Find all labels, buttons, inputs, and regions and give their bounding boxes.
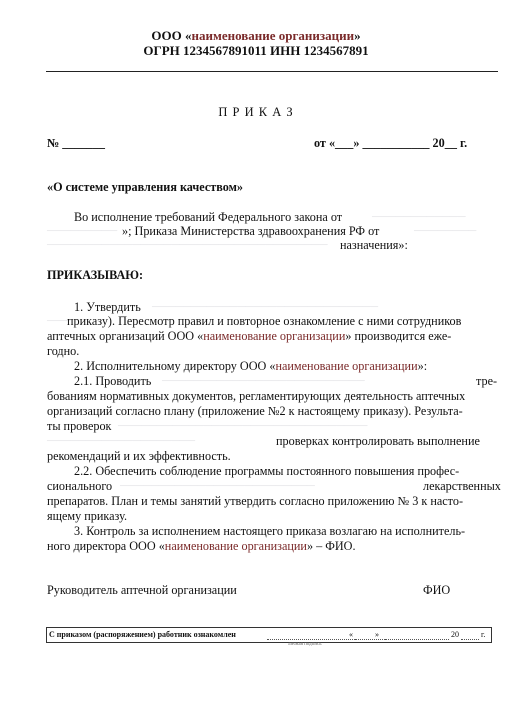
item-2-1-line-3: организаций согласно плану (приложение №2 к настоящему приказу). Результа- (47, 404, 463, 418)
ogrn-inn: ОГРН 1234567891011 ИНН 1234567891 (143, 43, 369, 58)
item-3-line-2: ного директора ООО «наименование организации» – ФИО. (47, 539, 356, 553)
item-2-1-start: 2.1. Проводить (74, 374, 152, 388)
item-1-line-4: годно. (47, 344, 80, 358)
faded-text: ──────────────────────────────── (118, 420, 368, 432)
order-number: № _______ (47, 136, 105, 150)
year-suffix: г. (481, 630, 486, 639)
faded-text: ───────── (47, 225, 118, 237)
item-2-1-line-4: ты проверок (47, 419, 112, 433)
org-header-line (0, 28, 512, 43)
item-2-2-line-2-end: лекарственных (423, 479, 501, 493)
intro-line-1: Во исполнение требований Федерального закона от (74, 210, 343, 224)
org-name: наименование организации (164, 539, 307, 553)
org-name: наименование организации (203, 329, 346, 343)
item-2-1-line-6: рекомендаций и их эффективность. (47, 449, 231, 463)
faded-text: ───────────────────────── (120, 480, 315, 492)
item-2-1-line-2: бованиям нормативных документов, регламентирующих деятельность аптечных (47, 389, 466, 403)
day-field[interactable] (355, 639, 373, 640)
signature-caption: личная подпись (288, 642, 322, 647)
order-date: от «___» ___________ 20__ г. (314, 136, 468, 150)
faded-text: ──────────────────────────────────── (47, 239, 328, 251)
item-1-line-2: приказу). Пересмотр правил и повторное ознакомление с ними сотрудников (67, 314, 462, 328)
acknowledgement-box (46, 627, 492, 643)
faded-text: ─── (47, 315, 71, 327)
intro-line-3: назначения»: (340, 238, 408, 252)
quote-open: « (349, 630, 353, 639)
item-2-1-end: тре- (476, 374, 498, 388)
item-2-line: 2. Исполнительному директору ООО «наименование организации»: (74, 359, 428, 373)
item-3-line-1: 3. Контроль за исполнением настоящего приказа возлагаю на исполнитель- (74, 524, 466, 538)
item-2-2-line-2: сионального (47, 479, 113, 493)
item-1-line-3: аптечных организаций ООО «наименование организации» производится еже- (47, 329, 452, 343)
faded-text: ───────────────────────────── (152, 301, 379, 313)
org-name: наименование организации (275, 359, 418, 373)
year-prefix: 20 (451, 630, 459, 639)
acknowledgement-text: С приказом (распоряжением) работник ознакомлен (49, 630, 236, 639)
signature-role: Руководитель аптечной организации (47, 583, 237, 597)
faded-text: ────────────────────────── (162, 375, 365, 387)
item-1-start: 1. Утвердить (74, 300, 141, 314)
header-divider (46, 71, 498, 72)
faded-text: ─────────────────── (47, 435, 196, 447)
item-2-2-line-1: 2.2. Обеспечить соблюдение программы постоянного повышения профес- (74, 464, 460, 478)
intro-line-2: »; Приказа Министерства здравоохранения РФ от (122, 224, 380, 238)
faded-text: ──────── (414, 225, 477, 237)
item-2-2-line-3: препаратов. План и темы занятий утвердить согласно приложению № 3 к насто- (47, 494, 463, 508)
quote-close: » (375, 630, 379, 639)
year-field[interactable] (461, 639, 479, 640)
item-2-1-line-5: проверках контролировать выполнение (276, 434, 480, 448)
org-suffix: » (354, 28, 361, 43)
order-subject: «О системе управления качеством» (47, 180, 243, 194)
signature-name: ФИО (423, 583, 451, 597)
item-2-2-line-4: ящему приказу. (47, 509, 128, 523)
month-field[interactable] (385, 639, 449, 640)
org-name: наименование организации (191, 28, 355, 43)
org-prefix: ООО « (151, 28, 192, 43)
order-word: ПРИКАЗЫВАЮ: (47, 268, 144, 282)
document-title: П Р И К А З (218, 105, 294, 119)
faded-text: ──────────── (372, 211, 466, 223)
